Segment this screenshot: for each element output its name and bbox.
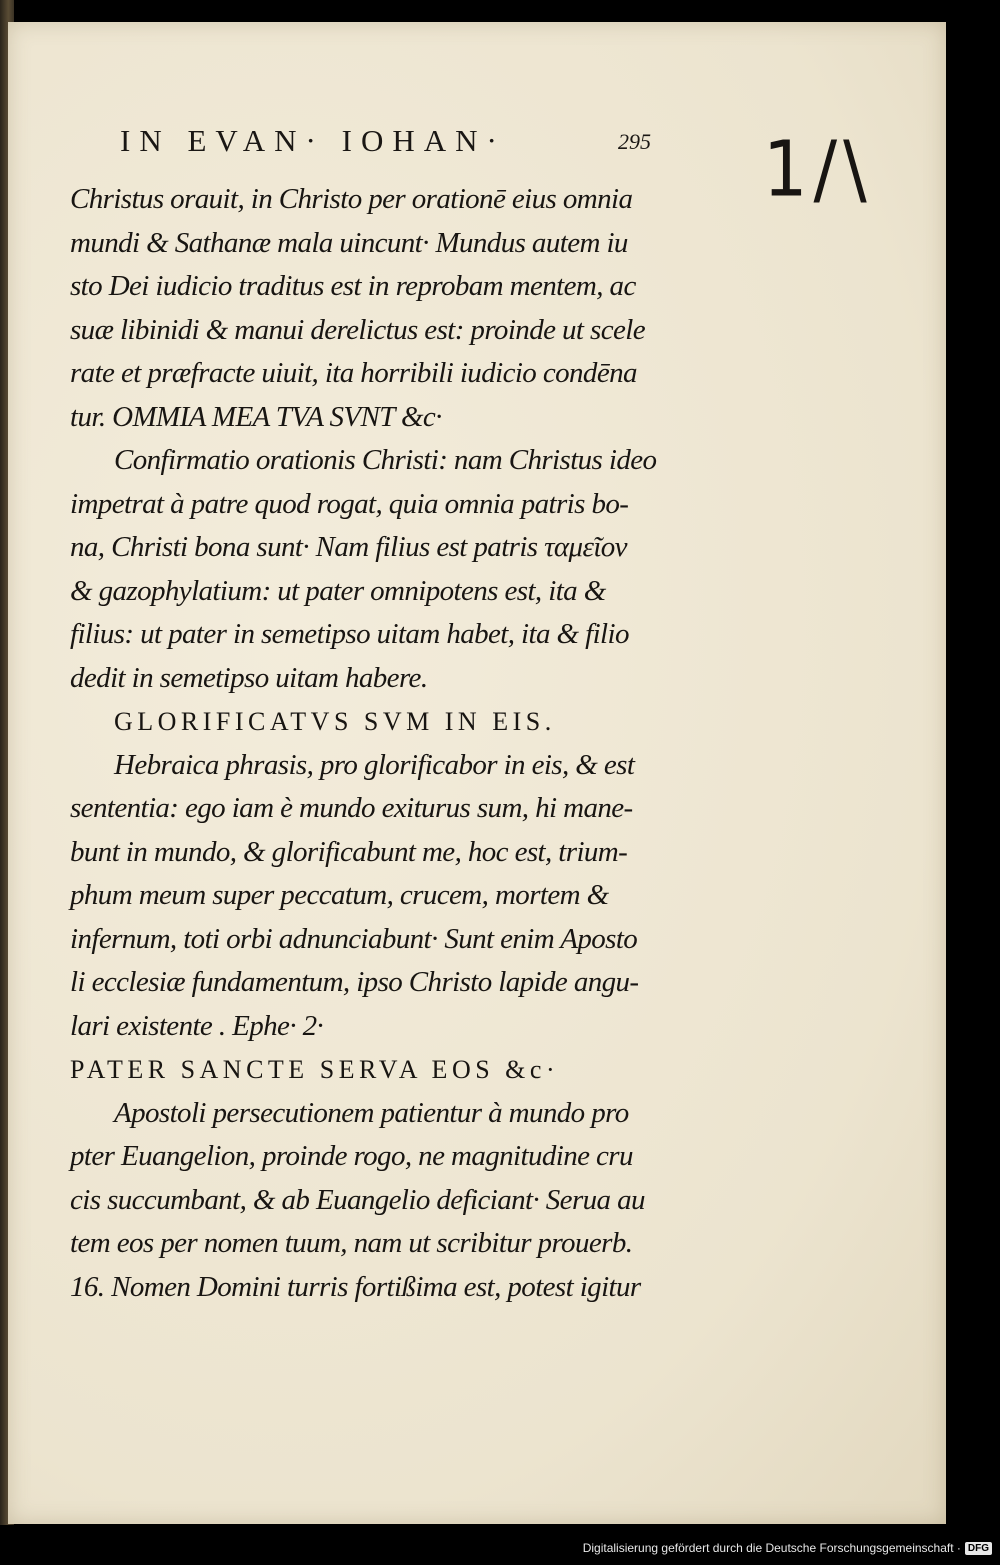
body-text	[70, 178, 710, 1309]
text-line: suæ libinidi & manui derelictus est: proinde ut scele	[70, 313, 645, 346]
text-line: tem eos per nomen tuum, nam ut scribitur prouerb.	[70, 1227, 633, 1259]
text-line: filius: ut pater in semetipso uitam habet, ita & filio	[70, 618, 629, 650]
handwritten-marginal-mark: 1/\	[763, 123, 873, 215]
funding-credit: Digitalisierung gefördert durch die Deutsche Forschungsgemeinschaft ·	[582, 1541, 961, 1555]
text-line: tur. OMMIA MEA TVA SVNT &c·	[70, 400, 442, 433]
text-line: li ecclesiæ fundamentum, ipso Christo lapide angu-	[70, 966, 639, 998]
text-line: dedit in semetipso uitam habere.	[70, 661, 428, 694]
text-line: lari existente . Ephe· 2·	[70, 1009, 324, 1042]
dfg-logo: DFG	[965, 1542, 992, 1555]
text-line: rate et præfracte uiuit, ita horribili iudicio condēna	[70, 357, 637, 389]
text-line: & gazophylatium: ut pater omnipotens est, ita &	[70, 574, 606, 607]
running-head: IN EVAN· IOHAN·	[120, 123, 506, 158]
text-line: Christus orauit, in Christo per orationē eius omnia	[70, 183, 633, 215]
text-line: sto Dei iudicio traditus est in reprobam mentem, ac	[70, 270, 636, 302]
text-line: cis succumbant, & ab Euangelio deficiant· Serua au	[70, 1183, 645, 1216]
text-line: Apostoli persecutionem patientur à mundo pro	[114, 1096, 629, 1129]
text-line: pter Euangelion, proinde rogo, ne magnitudine cru	[70, 1140, 633, 1172]
text-line: infernum, toti orbi adnunciabunt· Sunt enim Aposto	[70, 922, 638, 955]
page-header	[120, 123, 680, 163]
text-line: 16. Nomen Domini turris fortißima est, potest igitur	[70, 1270, 641, 1303]
text-line: Hebraica phrasis, pro glorificabor in eis, & est	[114, 748, 635, 781]
text-line: sententia: ego iam è mundo exiturus sum, hi mane-	[70, 792, 633, 824]
text-line: impetrat à patre quod rogat, quia omnia patris bo-	[70, 487, 629, 520]
page-number: 295	[618, 129, 651, 154]
text-line: PATER SANCTE SERVA EOS &c·	[70, 1055, 560, 1084]
text-line: GLORIFICATVS SVM IN EIS.	[114, 707, 556, 736]
text-line: na, Christi bona sunt· Nam filius est patris ταμεῖον	[70, 531, 627, 563]
text-line: phum meum super peccatum, crucem, mortem &	[70, 879, 609, 911]
digitization-footer	[583, 1535, 992, 1561]
text-line: Confirmatio orationis Christi: nam Christus ideo	[114, 444, 657, 476]
text-line: mundi & Sathanæ mala uincunt· Mundus autem iu	[70, 226, 628, 259]
text-line: bunt in mundo, & glorificabunt me, hoc est, trium-	[70, 835, 628, 868]
